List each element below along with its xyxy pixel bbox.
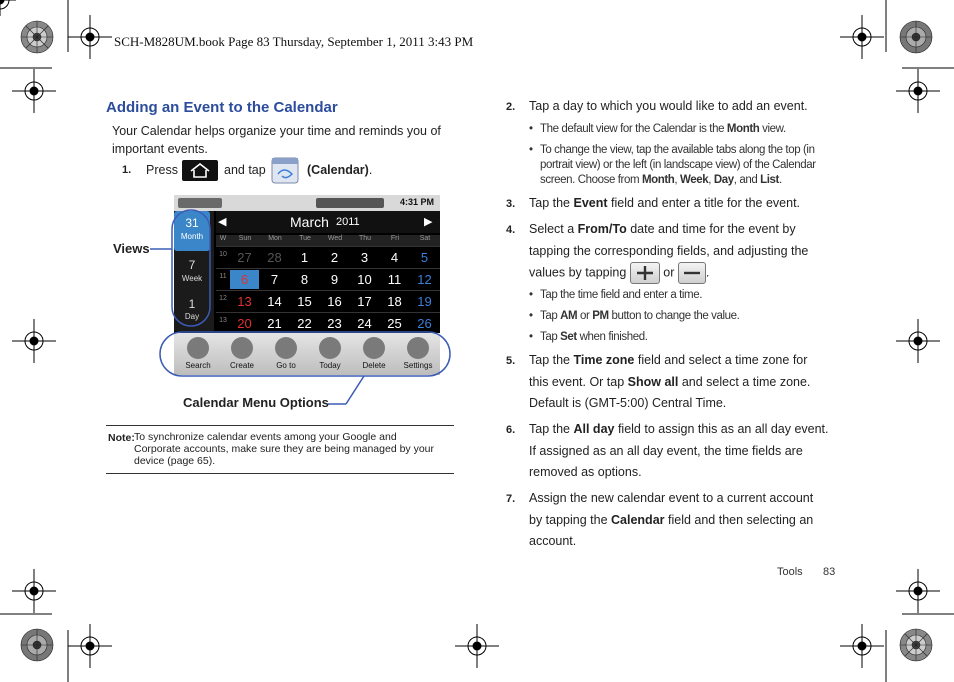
minus-button-icon: [678, 262, 706, 284]
day-cell[interactable]: 14: [267, 294, 282, 309]
year: 2011: [336, 216, 360, 228]
day-cell[interactable]: 24: [357, 316, 372, 331]
day-cell[interactable]: 4: [390, 250, 399, 265]
day-cell[interactable]: 3: [360, 250, 369, 265]
views-label: Views: [113, 241, 150, 256]
book-header: SCH-M828UM.book Page 83 Thursday, September 1, 2011 3:43 PM: [114, 34, 474, 49]
tab-day-label: Day: [184, 312, 200, 321]
tab-month-label: Month: [180, 232, 204, 241]
note-label: Note:: [108, 432, 135, 444]
plus-button-icon: [630, 262, 660, 284]
next-month-icon[interactable]: ▶: [424, 216, 433, 228]
step-2-number: 2.: [506, 101, 516, 113]
footer-section: Tools: [777, 566, 803, 578]
step-4-bullet-3: • Tap Set when finished.: [540, 330, 840, 345]
day-cell[interactable]: 23: [327, 316, 342, 331]
weekday-label: W: [219, 235, 227, 242]
day-cell[interactable]: 15: [297, 294, 312, 309]
day-cell[interactable]: 17: [357, 294, 372, 309]
step-text-calendar: (Calendar).: [307, 163, 373, 177]
section-title: Adding an Event to the Calendar: [106, 99, 338, 116]
day-cell[interactable]: 10: [357, 272, 372, 287]
day-cell[interactable]: 6: [230, 270, 259, 289]
day-cell[interactable]: 28: [267, 250, 282, 265]
week-number: 10: [219, 251, 227, 258]
day-cell[interactable]: 20: [237, 316, 252, 331]
step-4-bullet-2: • Tap AM or PM button to change the value.: [540, 309, 840, 324]
step-5-text: Tap the Time zone field and select a time zone for this event. Or tap Show all and select a time zone. Default is (GMT-5:00) Central Time.: [529, 353, 811, 410]
day-cell[interactable]: 16: [327, 294, 342, 309]
step-text-press: Press: [146, 163, 178, 177]
day-cell[interactable]: 1: [300, 250, 309, 265]
day-cell[interactable]: 9: [330, 272, 339, 287]
step-3-number: 3.: [506, 198, 516, 210]
step-4-bullet-1: • Tap the time field and enter a time.: [540, 288, 840, 303]
menu-options-label: Calendar Menu Options: [183, 395, 329, 410]
step-2-text: Tap a day to which you would like to add an event.: [529, 99, 808, 113]
day-cell[interactable]: 19: [417, 294, 432, 309]
step-2-bullet-1: • The default view for the Calendar is the Month view.: [540, 122, 840, 137]
week-number: 12: [219, 295, 227, 302]
weekday-label: Wed: [327, 235, 343, 242]
day-cell[interactable]: 25: [387, 316, 402, 331]
step-5-number: 5.: [506, 355, 516, 367]
day-cell[interactable]: 11: [387, 272, 402, 287]
menu-item-label: Settings: [403, 361, 433, 370]
weekday-label: Thu: [358, 235, 372, 242]
tab-week-icon: 7: [188, 258, 196, 272]
step-7-number: 7.: [506, 493, 516, 505]
week-number: 11: [219, 273, 227, 280]
weekday-label: Fri: [390, 235, 400, 242]
step-text-and-tap: and tap: [224, 163, 266, 177]
week-number: 13: [219, 317, 227, 324]
day-cell[interactable]: 18: [387, 294, 402, 309]
tab-day-icon: 1: [188, 297, 196, 311]
step-3-text: Tap the Event field and enter a title for the event.: [529, 196, 801, 210]
month-name: March: [290, 214, 329, 230]
day-cell[interactable]: 8: [300, 272, 309, 287]
page-number: 83: [823, 566, 836, 578]
intro-paragraph: Your Calendar helps organize your time and reminds you of important events.: [112, 124, 441, 156]
step-4-text: Select a From/To date and time for the event by tapping the corresponding fields, and adjusting the values by tapping or .: [529, 219, 829, 284]
step-2-bullet-2: • To change the view, tap the available tabs along the top (in portrait view) or the left (in landscape view) of the Calendar screen. Choose from Month, Week, Day, and List.: [540, 143, 840, 188]
step-number: 1.: [122, 164, 132, 176]
menu-item-label: Go to: [276, 361, 296, 370]
step-6-text: Tap the All day field to assign this as an all day event. If assigned as an all day event, the time fields are removed as options.: [529, 422, 829, 479]
weekday-label: Mon: [268, 235, 282, 242]
day-cell[interactable]: 5: [420, 250, 429, 265]
day-cell[interactable]: 27: [237, 250, 252, 265]
step-7-text: Assign the new calendar event to a current account by tapping the Calendar field and then selecting an account.: [529, 491, 814, 548]
menu-item-label: Today: [319, 361, 341, 370]
step-6-number: 6.: [506, 424, 516, 436]
day-cell[interactable]: 2: [330, 250, 339, 265]
tab-month-icon: 31: [185, 216, 199, 230]
day-cell[interactable]: 21: [267, 316, 282, 331]
step-4-number: 4.: [506, 224, 516, 236]
tab-week-label: Week: [181, 274, 203, 283]
note-box: [106, 425, 454, 474]
day-cell[interactable]: 26: [417, 316, 432, 331]
day-cell[interactable]: 13: [237, 294, 252, 309]
menu-item-label: Create: [229, 361, 254, 370]
day-cell[interactable]: 7: [270, 272, 279, 287]
prev-month-icon[interactable]: ◀: [218, 216, 227, 228]
weekday-label: Sat: [419, 235, 431, 242]
day-cell[interactable]: 22: [297, 316, 312, 331]
menu-item-label: Delete: [362, 361, 386, 370]
status-time: 4:31 PM: [400, 197, 435, 207]
menu-item-label: Search: [185, 361, 211, 370]
note-text: To synchronize calendar events among your Google and Corporate accounts, make sure they are being managed by your device (page 65).: [134, 431, 435, 467]
day-cell[interactable]: 12: [417, 272, 432, 287]
weekday-label: Sun: [238, 235, 252, 242]
weekday-label: Tue: [299, 235, 311, 242]
